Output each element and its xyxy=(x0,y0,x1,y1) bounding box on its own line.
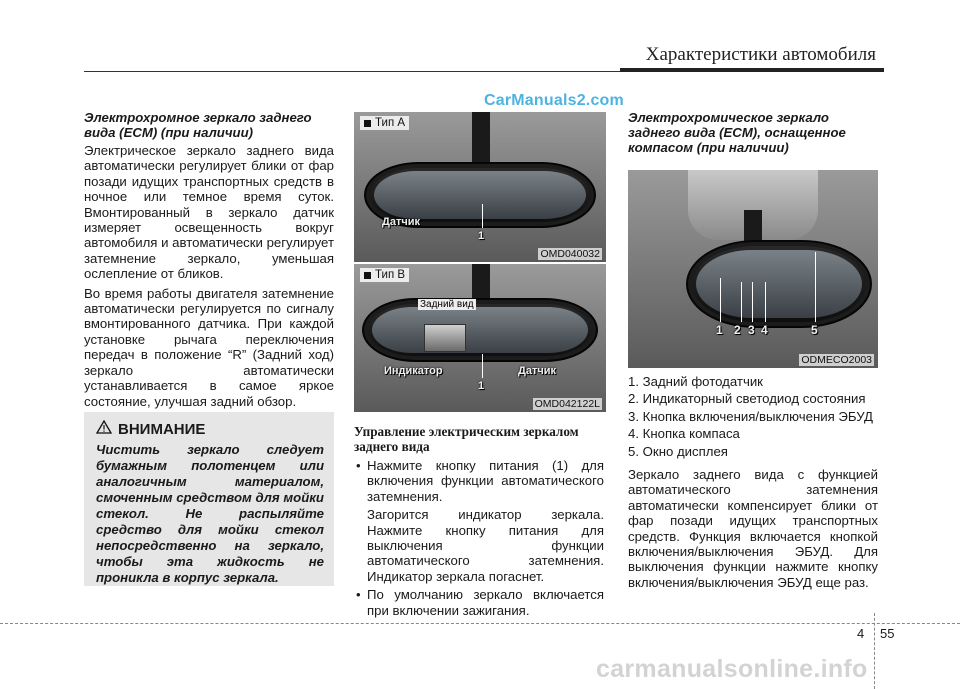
sensor-label: Датчик xyxy=(382,216,420,228)
callout-2: 2 xyxy=(734,323,741,337)
indicator-label: Индикатор xyxy=(384,365,443,377)
callout-1: 1 xyxy=(478,380,485,392)
list-item: 3. Кнопка включения/выключения ЭБУД xyxy=(628,408,873,424)
warning-header xyxy=(96,420,324,438)
footer-rule xyxy=(0,623,960,624)
list-item: 5. Окно дисплея xyxy=(628,443,728,459)
chapter-number: 4 xyxy=(857,626,865,641)
footer-divider xyxy=(874,613,875,689)
figure-mirror-type-b xyxy=(354,264,606,412)
figure-mirror-type-a xyxy=(354,112,606,262)
list-item-sub: Загорится индикатор зеркала. Нажмите кнопку питания для выключения функции автоматического затемнения. Индикатор зеркала погаснет. xyxy=(367,507,604,584)
header-rule-accent xyxy=(620,68,884,72)
column-left xyxy=(84,110,334,413)
rear-view-display xyxy=(424,324,466,352)
section-heading-compass: Электрохромическое зеркало заднего вида (ECM), оснащенное компасом (при наличии) xyxy=(628,110,846,155)
warning-title: ВНИМАНИЕ xyxy=(118,420,206,438)
warning-box xyxy=(84,412,334,586)
paragraph-ecm-operation: Во время работы двигателя затемнение автоматически регулируется по сигналу вмонтированного датчика. При каждой установке рычага переключения передач в положение “R” (Задний ход) зеркало автоматически устанавливается в самое яркое состояние, улучшая задний обзор. xyxy=(84,285,334,409)
page-number: 55 xyxy=(880,626,895,641)
list-item: • Нажмите кнопку питания (1) для включения функции автоматического затемнения. xyxy=(354,458,604,504)
figure-code: ODMECO2003 xyxy=(801,354,872,366)
page-header-title: Характеристики автомобиля xyxy=(645,44,876,65)
paragraph-ecm-intro: Электрическое зеркало заднего вида автоматически регулирует блики от фар позади идущих транспортных средств в ночное или темное время суток. Вмонтированный в зеркало датчик измеряет освещенность вокруг автомобиля и автоматически регулирует затемнение зеркало, уменьшая ослепление от бликов. xyxy=(84,143,334,282)
warning-text: Чистить зеркало следует бумажным полотенцем или аналогичным материалом, смоченным средством для мойки стекол. Не распыляйте средство для мойки стекол непосредственно на зеркало, чтобы эта жидкость не проникла в корпус зеркала. xyxy=(96,442,324,585)
callout-1: 1 xyxy=(716,323,723,337)
control-bullets xyxy=(354,458,604,618)
list-item: 4. Кнопка компаса xyxy=(628,426,740,442)
callout-1: 1 xyxy=(478,230,485,242)
sensor-label: Датчик xyxy=(518,365,556,377)
section-heading-ecm: Электрохромное зеркало заднего вида (ECM) (при наличии) xyxy=(84,110,312,140)
list-item: • По умолчанию зеркало включается при включении зажигания. xyxy=(354,587,604,618)
watermark-bottom[interactable]: carmanualsonline.info xyxy=(596,655,868,683)
type-a-tag: Тип A xyxy=(360,116,409,130)
mirror-image xyxy=(686,240,872,328)
callout-4: 4 xyxy=(761,323,768,337)
column-right xyxy=(628,110,878,158)
column-right-text xyxy=(628,374,878,594)
section-heading-control: Управление электрическим зеркалом заднего вида xyxy=(354,424,579,454)
figure-mirror-compass xyxy=(628,170,878,368)
warning-triangle-icon xyxy=(96,420,112,438)
paragraph-compass: Зеркало заднего вида с функцией автоматического затемнения автоматически компенсирует блики от фар позади идущих транспортных средств. Функция включается кнопкой включения/выключения ЭБУД. Для выключения функции нажмите кнопку включения/выключения ЭБУД еще раз. xyxy=(628,467,878,590)
type-b-tag: Тип B xyxy=(360,268,409,282)
figure-code: OMD040032 xyxy=(540,248,600,260)
compass-parts-list xyxy=(628,374,878,459)
column-middle xyxy=(354,424,604,621)
callout-5: 5 xyxy=(811,323,818,337)
list-item: 2. Индикаторный светодиод состояния xyxy=(628,391,866,407)
mirror-image xyxy=(362,298,598,362)
rear-view-label: Задний вид xyxy=(420,299,474,310)
callout-3: 3 xyxy=(748,323,755,337)
watermark-top[interactable]: CarManuals2.com xyxy=(484,92,624,109)
list-item: 1. Задний фотодатчик xyxy=(628,374,763,389)
figure-code: OMD042122L xyxy=(534,398,600,410)
